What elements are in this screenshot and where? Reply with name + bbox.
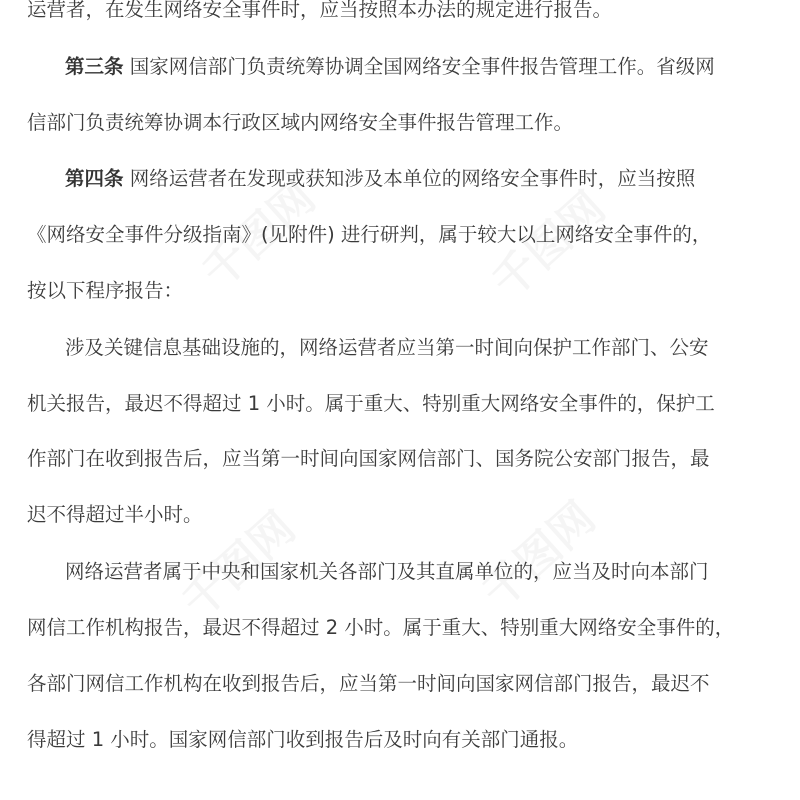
paragraph-line	[27, 223, 800, 247]
line-text: 信部门负责统筹协调本行政区域内网络安全事件报告管理工作。	[27, 111, 574, 134]
paragraph-line	[27, 111, 800, 135]
article-label: 第三条	[65, 55, 124, 78]
paragraph-line	[27, 392, 800, 416]
line-text: 涉及关键信息基础设施的，网络运营者应当第一时间向保护工作部门、公安	[65, 336, 709, 359]
line-text: 国家网信部门负责统筹协调全国网络安全事件报告管理工作。省级网	[123, 55, 715, 78]
paragraph-line	[27, 279, 800, 303]
article-label: 第四条	[65, 167, 124, 190]
paragraph-line	[27, 447, 800, 471]
line-text: 运营者，在发生网络安全事件时，应当按照本办法的规定进行报告。	[27, 0, 613, 21]
article-4-line-1	[65, 167, 800, 191]
line-text: 各部门网信工作机构在收到报告后，应当第一时间向国家网信部门报告，最迟不	[27, 672, 710, 695]
paragraph-line	[65, 336, 800, 360]
line-text: 迟不得超过半小时。	[27, 503, 203, 526]
line-text: 按以下程序报告：	[27, 279, 184, 302]
paragraph-line	[27, 616, 800, 640]
paragraph-line	[27, 672, 800, 696]
line-text: 网信工作机构报告，最迟不得超过 2 小时。属于重大、特别重大网络安全事件的，	[27, 616, 735, 639]
line-text: 得超过 1 小时。国家网信部门收到报告后及时向有关部门通报。	[27, 728, 579, 751]
article-3-line-1	[65, 55, 800, 79]
paragraph-line	[65, 560, 800, 584]
paragraph-line	[27, 728, 800, 752]
line-text: 《网络安全事件分级指南》(见附件) 进行研判，属于较大以上网络安全事件的，	[27, 223, 712, 246]
watermark: 千图网	[172, 502, 306, 629]
paragraph-line	[27, 503, 800, 527]
line-text: 网络运营者在发现或获知涉及本单位的网络安全事件时，应当按照	[123, 167, 696, 190]
watermark: 千图网	[192, 172, 326, 299]
line-text: 机关报告，最迟不得超过 1 小时。属于重大、特别重大网络安全事件的，保护工	[27, 392, 715, 415]
watermark: 千图网	[472, 492, 606, 619]
watermark: 千图网	[482, 182, 616, 309]
paragraph-line	[27, 0, 800, 22]
line-text: 作部门在收到报告后，应当第一时间向国家网信部门、国务院公安部门报告，最	[27, 447, 710, 470]
line-text: 网络运营者属于中央和国家机关各部门及其直属单位的，应当及时向本部门	[65, 560, 709, 583]
